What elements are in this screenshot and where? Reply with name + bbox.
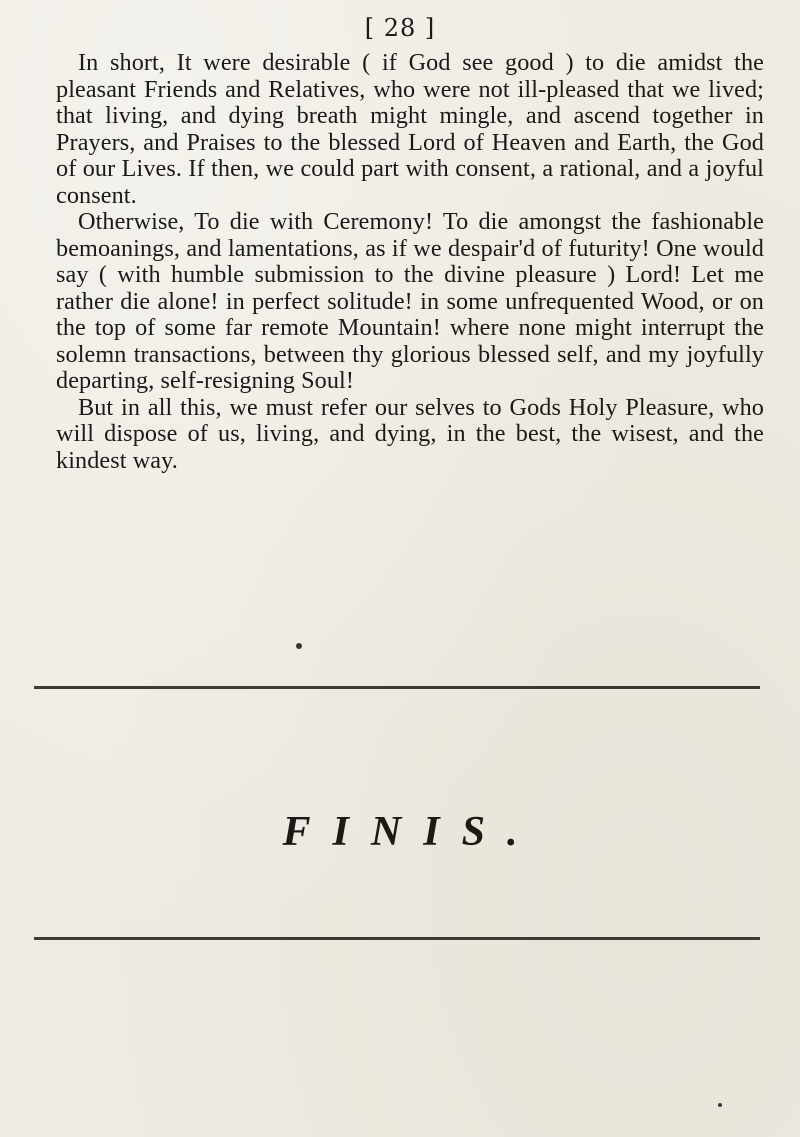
ornamental-rule-bottom: [34, 936, 760, 941]
body-text: [56, 50, 764, 474]
page-number: [ 28 ]: [364, 14, 436, 42]
ornamental-rule-top: [34, 685, 760, 690]
paragraph-1: In short, It were desirable ( if God see good ) to die amidst the pleasant Friends and Relatives, who were not ill-pleased that we lived; that living, and dying breath might mingle, and ascend together in Prayers, and Praises to the blessed Lord of Heaven and Earth, the God of our Lives. If then, we could part with consent, a rational, and a joyful consent.: [56, 49, 764, 209]
ink-speck: [718, 1103, 722, 1107]
finis-heading: FINIS.: [282, 809, 540, 855]
paragraph-3: But in all this, we must refer our selves to Gods Holy Pleasure, who will dispose of us, living, and dying, in the best, the wisest, and the kindest way.: [56, 393, 764, 474]
ink-speck: [296, 643, 302, 649]
paragraph-2: Otherwise, To die with Ceremony! To die amongst the fashionable bemoanings, and lamentations, as if we despair'd of futurity! One would say ( with humble submission to the divine pleasure ) Lord! Let me rather die alone! in perfect solitude! in some unfrequented Wood, or on the top of some far remote Mountain! where none might interrupt the solemn transactions, between thy glorious blessed self, and my joyfully departing, self-resigning Soul!: [56, 208, 764, 394]
